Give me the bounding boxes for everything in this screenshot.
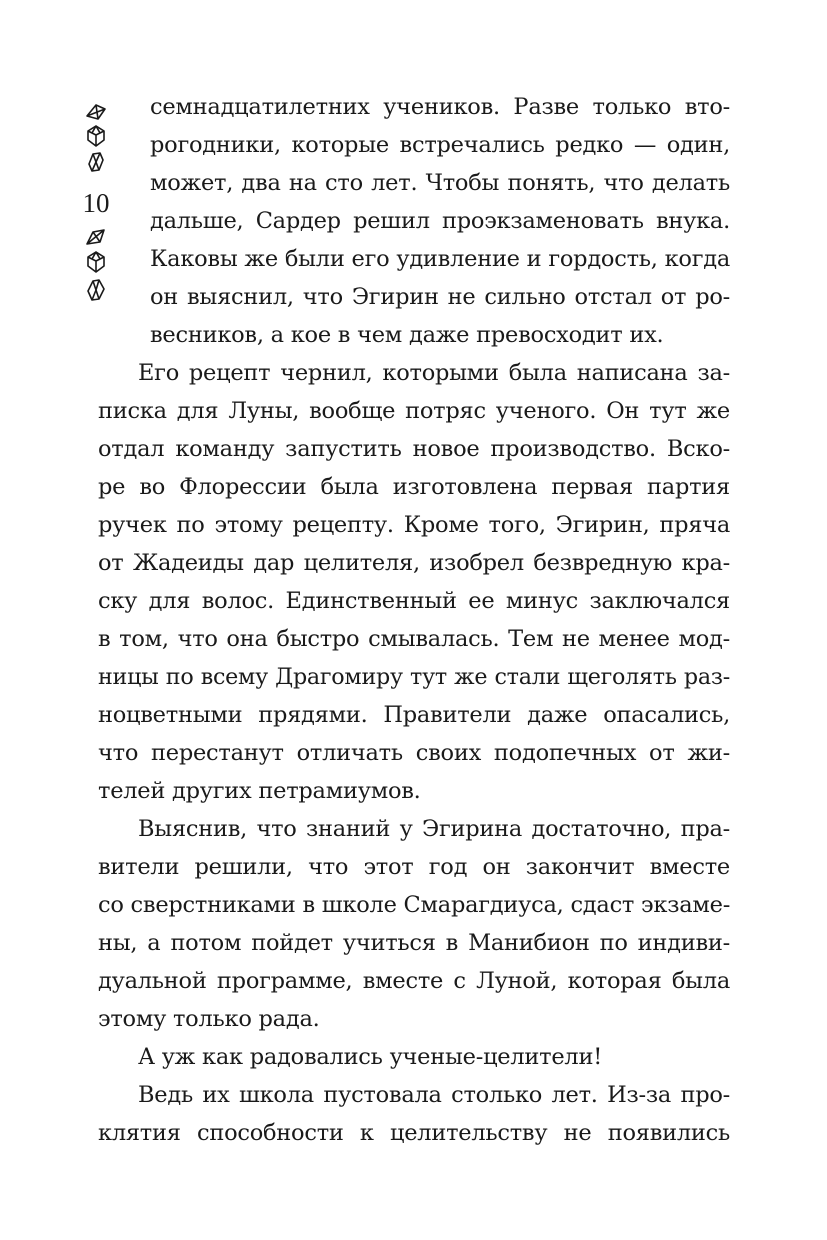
text-line: этому только рада. xyxy=(98,1006,320,1032)
text-line: со сверстниками в школе Смарагдиуса, сдаст экзаме- xyxy=(98,892,731,918)
round-gem-icon xyxy=(84,124,108,148)
text-line: Выяснив, что знаний у Эгирина достаточно, пра- xyxy=(138,816,730,842)
text-line: ницы по всему Драгомиру тут же стали щеголять раз- xyxy=(98,664,730,690)
text-line: что перестанут отличать своих подопечных от жи- xyxy=(98,740,730,766)
text-line: ноцветными прядями. Правители даже опасались, xyxy=(98,702,730,728)
text-line: ску для волос. Единственный ее минус заключался xyxy=(98,588,730,614)
page-number: 10 xyxy=(82,188,110,218)
text-line: вители решили, что этот год он закончит вместе xyxy=(98,854,730,880)
text-line: дуальной программе, вместе с Луной, которая была xyxy=(98,968,730,994)
text-line: ре во Флорессии была изготовлена первая партия xyxy=(98,474,730,500)
text-line: ны, а потом пойдет учиться в Манибион по индиви- xyxy=(98,930,730,956)
text-line: Ведь их школа пустовала столько лет. Из-за про- xyxy=(138,1082,730,1108)
text-line: рогодники, которые встречались редко — один, xyxy=(150,132,730,158)
text-line: в том, что она быстро смывалась. Тем не менее мод- xyxy=(98,626,730,652)
text-line: Его рецепт чернил, которыми была написана за- xyxy=(138,360,730,386)
round-gem-icon xyxy=(84,250,108,274)
leaf-gem-icon xyxy=(84,100,108,124)
text-line: он выяснил, что Эгирин не сильно отстал от ро- xyxy=(150,284,730,310)
text-line: дальше, Сардер решил проэкзаменовать внука. xyxy=(150,208,730,234)
leaf-gem-icon xyxy=(84,226,108,250)
text-line: ручек по этому рецепту. Кроме того, Эгирин, пряча xyxy=(98,512,730,538)
text-line: Каковы же были его удивление и гордость, когда xyxy=(150,246,730,272)
text-line: от Жадеиды дар целителя, изобрел безвредную кра- xyxy=(98,550,730,576)
text-line: клятия способности к целительству не появились xyxy=(98,1120,730,1146)
text-line: может, два на сто лет. Чтобы понять, что делать xyxy=(150,170,730,196)
margin-ornament xyxy=(76,100,116,310)
text-line: весников, а кое в чем даже превосходит их. xyxy=(150,322,664,348)
text-line: А уж как радовались ученые-целители! xyxy=(138,1044,602,1070)
oval-gem-icon xyxy=(84,278,108,302)
text-line: писка для Луны, вообще потряс ученого. Он тут же xyxy=(98,398,730,424)
text-line: отдал команду запустить новое производство. Вско- xyxy=(98,436,730,462)
text-line: семнадцатилетних учеников. Разве только вто- xyxy=(150,94,730,120)
oval-gem-icon xyxy=(84,150,108,174)
text-line: телей других петрамиумов. xyxy=(98,778,421,804)
